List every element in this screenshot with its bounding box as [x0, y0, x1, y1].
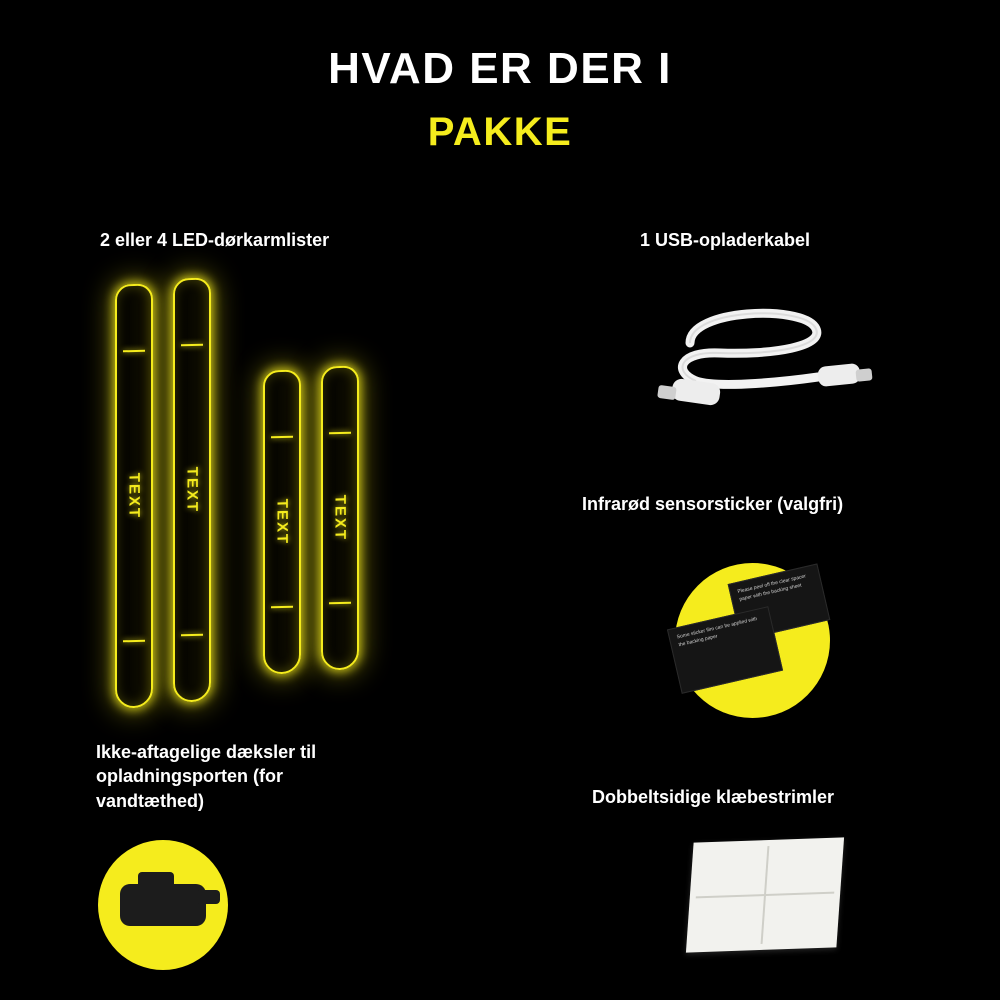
- sill-engraved-text: TEXT: [273, 498, 291, 546]
- title-line-1: HVAD ER DER I: [328, 44, 672, 93]
- sill-bar-top-icon: [181, 344, 203, 347]
- ir-sensor-sticker-image: [655, 555, 845, 730]
- caption-port-cover: Ikke-aftagelige dæksler til opladningsporten (for vandtæthed): [96, 742, 317, 811]
- ir-sticker-card-front: Some sticker film can be applied with the backing paper: [667, 606, 783, 694]
- sill-bar-bottom-icon: [271, 606, 293, 609]
- tape-sheet: [686, 837, 844, 952]
- sill-engraved-text: TEXT: [183, 466, 201, 514]
- sill-bar-top-icon: [271, 436, 293, 439]
- led-sill-1: [115, 283, 153, 708]
- caption-usb-cable: 1 USB-opladerkabel: [640, 230, 811, 250]
- sill-engraved-text: TEXT: [125, 472, 143, 520]
- led-sill-3: [263, 369, 301, 674]
- adhesive-strips-image: [690, 840, 870, 970]
- port-plug-notch-icon: [138, 872, 174, 886]
- led-sill-2: [173, 277, 211, 702]
- led-sill-4: [321, 365, 359, 670]
- sill-bar-top-icon: [329, 432, 351, 435]
- title-line-2: PAKKE: [427, 109, 573, 154]
- caption-led-sills: 2 eller 4 LED-dørkarmlister: [100, 230, 330, 250]
- usb-cable-image: [650, 285, 880, 435]
- sill-bar-bottom-icon: [181, 634, 203, 637]
- usb-cable-icon: [650, 285, 880, 435]
- led-door-sills-image: [95, 270, 415, 710]
- sill-engraved-text: TEXT: [331, 494, 349, 542]
- port-plug-tab-icon: [196, 890, 220, 904]
- charging-port-cover-image: [98, 840, 238, 980]
- caption-adhesive-strips: Dobbeltsidige klæbestrimler: [592, 787, 835, 807]
- port-plug-body-icon: [120, 884, 206, 926]
- ir-sticker-card-back: Please peel off the clear spacer paper with the backing sheet: [728, 563, 831, 640]
- page-title: [0, 44, 1000, 155]
- sill-bar-bottom-icon: [123, 640, 145, 643]
- sill-bar-top-icon: [123, 350, 145, 353]
- caption-ir-sticker: Infrarød sensorsticker (valgfri): [582, 494, 844, 514]
- sill-bar-bottom-icon: [329, 602, 351, 605]
